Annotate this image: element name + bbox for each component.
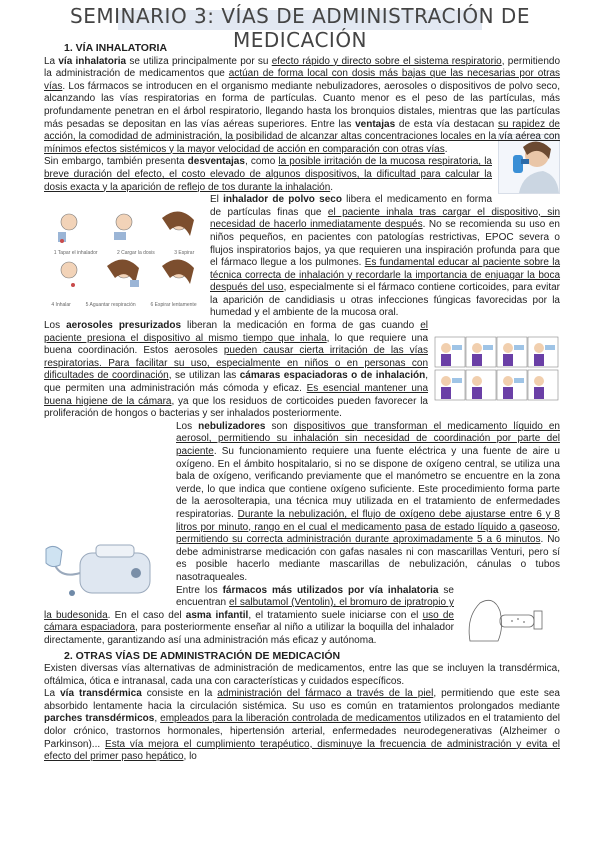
child-spacer-figure bbox=[460, 591, 560, 645]
section-1-heading: 1. VÍA INHALATORIA bbox=[64, 42, 168, 54]
step-caption: 3 Espirar bbox=[174, 249, 195, 256]
step-caption: 5 Aguantar respiración bbox=[85, 302, 136, 309]
step-caption: 2 Cargar la dosis bbox=[117, 249, 155, 256]
page-title: SEMINARIO 3: VÍAS DE ADMINISTRACIÓN DE MEDICACIÓN bbox=[70, 4, 530, 52]
paragraph-other-routes: Existen diversas vías alternativas de administración de medicamentos, entre las que se incluyen la transdérmica, oftálmica, ótica e intranasal, cada una con características y cuidados específicos. bbox=[44, 663, 560, 687]
dry-powder-steps-figure bbox=[44, 196, 204, 309]
paragraph-drugs: Entre los fármacos más utilizados por vía inhalatoria se encuentran el salbutamol (Ventolin), el bromuro de ipratropio y la budesonida. En el caso del asma infantil, el tratamiento suele iniciarse con el uso de cámara espaciadora, para posteriormente enseñar al niño a utilizar la boquilla del inhalador directamente, garantizando así una administración más eficaz y autónoma. bbox=[44, 584, 454, 646]
step-caption: 6 Espirar lentamente bbox=[150, 302, 197, 309]
paragraph-dry-powder: El inhalador de polvo seco libera el medicamento en forma de partículas finas que el paciente inhala tras cargar el dispositivo, sin necesidad de hacerlo inmediatamente después. No se recomienda su uso en niños pequeños, en pacientes con patologías restrictivas, EPOC severa o flujos inspiratorios bajos, ya que requieren una inspiración profunda para que el fármaco llegue a los pulmones. Es fundamental educar al paciente sobre la técnica correcta de inhalación y recordarle la importancia de enjuagar la boca después del uso, especialmente si el fármaco contiene corticoides, para evitar la aparición de candidiasis u otras infecciones fúngicas favorecidas por la humedad y el ambiente de la mucosa oral. bbox=[210, 194, 561, 319]
nebulizer-figure bbox=[40, 539, 170, 601]
document-body bbox=[44, 40, 560, 764]
paragraph-intro: La vía inhalatoria se utiliza principalmente por su efecto rápido y directo sobre el sistema respiratorio, permitiendo la administración de medicamentos que actúan de forma local con dosis más bajas que las necesarias por otras vías. Los fármacos se introducen en el organismo mediante nebulizadores, aerosoles o dispositivos de polvo seco, alcanzando las vías respiratorias en forma de partículas. Cuanto menor es el peso de las partículas, más profundamente penetran en el árbol respiratorio, llegando hasta los bronquios distales, mientras que las partículas más pesadas se depositan en las vías aéreas superiores. Entre las ventajas de esta vía destacan su rapidez de acción, la comodidad de administración, la posibilidad de alcanzar altas concentraciones locales en la vía aérea con mínimos efectos sistémicos y la mayor velocidad de acción en comparación con otras vías. bbox=[44, 55, 561, 155]
paragraph-transdermal: La vía transdérmica consiste en la administración del fármaco a través de la piel, permitiendo que este sea absorbido lentamente hacia la circulación sistémica. Su uso es común en tratamientos prolongados mediante parches transdérmicos, empleados para la liberación controlada de medicamentos utilizados en el tratamiento del dolor crónico, trastornos hormonales, hipertensión arterial, enfermedades neurodegenerativas (Alzheimer o Parkinson)... Esta vía mejora el cumplimiento terapéutico, disminuye la frecuencia de administración y evita el efecto del primer paso hepático, lo bbox=[44, 688, 561, 763]
paragraph-aerosols: Los aerosoles presurizados liberan la medicación en forma de gas cuando el paciente presiona el dispositivo al mismo tiempo que inhala, lo que requiere una buena coordinación. Estos aerosoles pueden causar cierta irritación de las vías respiratorias. Para facilitar su uso, especialmente en niños o en personas con dificultades de coordinación, se utilizan las cámaras espaciadoras o de inhalación, que permiten una administración más cómoda y eficaz. Es esencial mantener una buena higiene de la cámara, ya que los residuos de corticoides pueden favorecer la proliferación de hongos o bacterias y ser inhalados posteriormente. bbox=[44, 320, 429, 420]
step-caption: 4 Inhalar bbox=[51, 302, 71, 309]
step-caption: 1 Tapar el inhalador bbox=[53, 249, 98, 256]
spacer-chamber-figure bbox=[434, 336, 560, 402]
paragraph-disadvantages: Sin embargo, también presenta desventajas, como la posible irritación de la mucosa respiratoria, la breve duración del efecto, el costo elevado de algunos dispositivos, la dificultad para calcular la dosis exacta y la aparición de reflejo de tos durante la inhalación. bbox=[44, 156, 492, 193]
paragraph-nebulizers: Los nebulizadores son dispositivos que transforman el medicamento líquido en aerosol, permitiendo su inhalación sin necesidad de coordinación por parte del paciente. Su funcionamiento requiere una fuente eléctrica y una fuente de aire u oxígeno. En el ámbito hospitalario, si no se dispone de oxígeno central, se utiliza una bala de oxígeno, verificando previamente que el manómetro se encuentre en la zona verde, lo que indica que contiene oxígeno suficiente. Este procedimiento forma parte de la aerosolterapia, una técnica muy utilizada en el tratamiento de enfermedades respiratorias. Durante la nebulización, el flujo de oxígeno debe ajustarse entre 6 y 8 litros por minuto, rango en el cual el medicamento pasa de estado líquido a gaseoso, permitiendo su correcta administración durante aproximadamente 5 a 6 minutos. No debe administrarse medicación con gafas nasales ni con mascarillas Venturi, pero sí es posible hacerlo mediante mascarillas de nebulización, cánulas o tubos nasotraqueales. bbox=[176, 420, 560, 583]
section-2-heading: 2. OTRAS VÍAS DE ADMINISTRACIÓN DE MEDICACIÓN bbox=[64, 649, 341, 662]
